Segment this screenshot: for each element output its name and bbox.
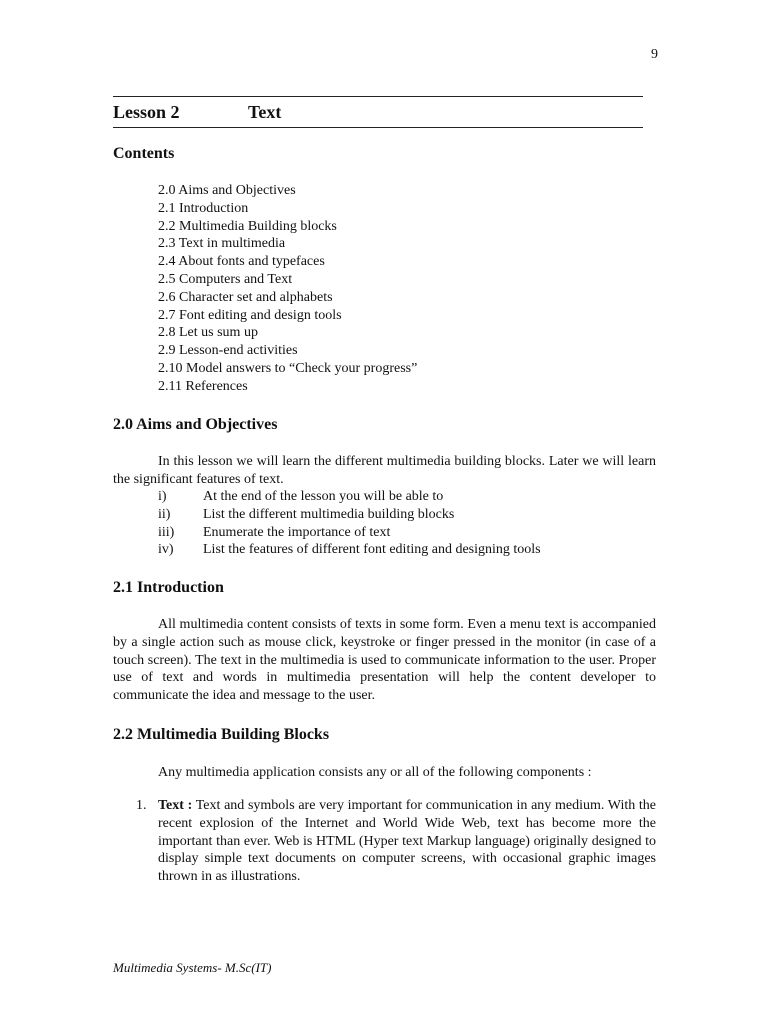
page-footer: Multimedia Systems- M.Sc(IT) [113, 960, 272, 975]
objective-item [158, 524, 541, 542]
aims-heading: 2.0 Aims and Objectives [113, 416, 278, 433]
building-blocks-intro-text: Any multimedia application consists any or all of the following components : [158, 765, 592, 780]
objective-item [158, 488, 541, 506]
objective-number: iv) [158, 542, 174, 558]
toc-item: 2.9 Lesson-end activities [158, 343, 298, 359]
objective-text: Enumerate the importance of text [203, 524, 391, 540]
header-rule-top [113, 96, 643, 97]
component-text: Text and symbols are very important for communication in any medium. With the recent explosion of the Internet and World Wide Web, text has become more the important than ever. Web is HTML (Hyper text Markup language) originally designed to display simple text documents on computer screens, with occasional graphic images thrown in as illustrations. [158, 798, 657, 885]
contents-heading: Contents [113, 145, 175, 162]
lesson-label: Lesson 2 [113, 102, 180, 122]
toc-item: 2.6 Character set and alphabets [158, 289, 333, 305]
introduction-heading: 2.1 Introduction [113, 579, 224, 596]
toc-item: 2.0 Aims and Objectives [158, 183, 296, 198]
aims-intro-paragraph [113, 453, 656, 489]
lesson-title: Text [248, 102, 282, 122]
component-item [113, 797, 656, 886]
lesson-header [113, 102, 282, 123]
objective-item [158, 541, 541, 559]
objective-number: ii) [158, 506, 171, 522]
introduction-text: All multimedia content consists of texts in some form. Even a menu text is accompanied by a single action such as mouse click, keystroke or finger pressed in the monitor (in case of a touch screen). The text in the multimedia is used to communicate information to the user. Proper use of text and words in multimedia presentation will help the content developer to communicate the idea and message to the user. [113, 617, 656, 704]
objectives-list [158, 488, 541, 559]
toc-item: 2.1 Introduction [158, 200, 249, 216]
toc-item: 2.7 Font editing and design tools [158, 307, 342, 323]
component-number: 1. [136, 798, 147, 813]
building-blocks-heading: 2.2 Multimedia Building Blocks [113, 726, 330, 743]
objective-text: At the end of the lesson you will be able to [203, 489, 444, 504]
objective-number: iii) [158, 524, 175, 540]
toc-item: 2.3 Text in multimedia [158, 236, 286, 252]
toc-item: 2.8 Let us sum up [158, 325, 258, 341]
objective-text: List the features of different font editing and designing tools [203, 542, 541, 558]
objective-number: i) [158, 489, 167, 504]
component-term: Text : [158, 798, 193, 813]
toc-item: 2.2 Multimedia Building blocks [158, 218, 337, 234]
component-body [158, 797, 656, 886]
toc-item: 2.10 Model answers to “Check your progress” [158, 360, 418, 376]
building-blocks-intro-paragraph [113, 764, 656, 782]
objective-text: List the different multimedia building blocks [203, 506, 455, 522]
introduction-paragraph [113, 616, 656, 705]
table-of-contents [158, 182, 417, 396]
toc-item: 2.5 Computers and Text [158, 271, 293, 287]
header-rule-bottom [113, 127, 643, 128]
components-list [113, 797, 656, 886]
page-number: 9 [651, 47, 658, 62]
aims-intro-text: In this lesson we will learn the different multimedia building blocks. Later we will learn the significant features of text. [113, 454, 656, 487]
toc-item: 2.4 About fonts and typefaces [158, 254, 325, 270]
toc-item: 2.11 References [158, 378, 248, 394]
objective-item [158, 506, 541, 524]
